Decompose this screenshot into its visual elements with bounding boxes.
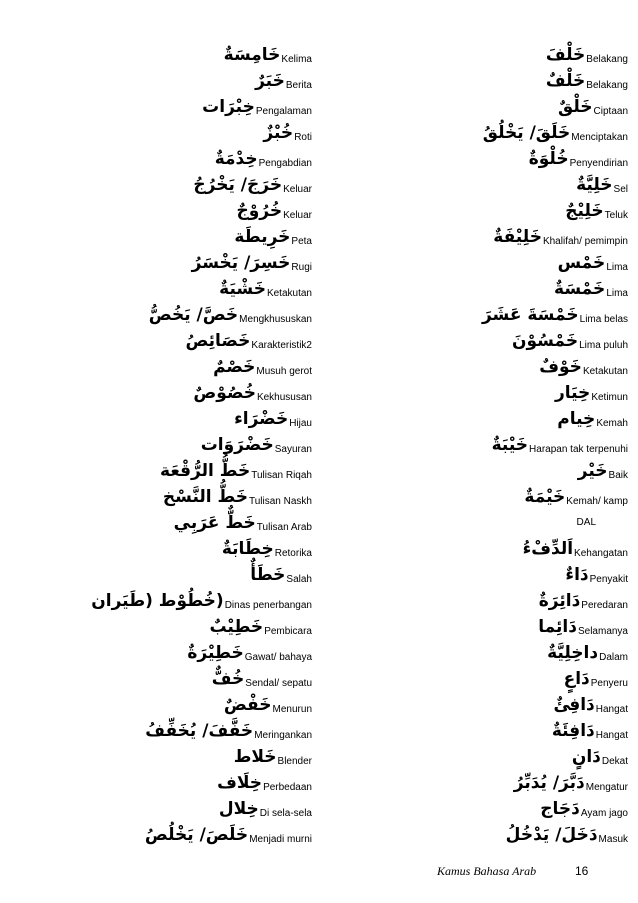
arabic-term: خَشْيَةٌ (219, 279, 266, 299)
malay-translation: Pembicara (264, 626, 312, 637)
malay-translation: Salah (286, 574, 312, 585)
malay-translation: Ketakutan (582, 366, 628, 377)
malay-translation: Menciptakan (571, 132, 628, 143)
malay-translation: Lima belas (579, 314, 628, 325)
arabic-term: خَمْسُوْنَ (511, 331, 579, 351)
dictionary-entry (2, 822, 312, 848)
dictionary-entry (2, 224, 312, 250)
malay-translation: Dinas penerbangan (224, 600, 312, 611)
dictionary-entry (2, 588, 312, 614)
arabic-term: خَفَّفَ/ يُخَفِّفُ (145, 721, 254, 741)
malay-translation: Rugi (291, 262, 312, 273)
dictionary-entry (318, 68, 628, 94)
arabic-term: خَطٌّ عَرَبِي (173, 513, 256, 533)
dictionary-entry (318, 406, 628, 432)
dictionary-entry (318, 328, 628, 354)
arabic-term: خَمْسَةَ عَشَرَ (481, 305, 579, 325)
arabic-term: خَلْفٌ (545, 71, 586, 91)
arabic-term: خِطَابَةٌ (221, 539, 274, 559)
arabic-term: خَيْمَةٌ (524, 487, 566, 507)
malay-translation: Tulisan Arab (256, 522, 312, 533)
arabic-term: خَلِيْفَةٌ (493, 227, 542, 247)
malay-translation: Musuh gerot (256, 366, 312, 377)
malay-translation: Peredaran (581, 600, 628, 611)
malay-translation: Perbedaan (263, 782, 312, 793)
dictionary-entry (2, 328, 312, 354)
dictionary-entry (2, 484, 312, 510)
malay-translation: Karakteristik2 (251, 340, 312, 351)
dictionary-entry (318, 588, 628, 614)
malay-translation: Lima (606, 288, 628, 299)
arabic-term: خَلِيَّةٌ (576, 175, 613, 195)
right-column-kha-entries (318, 42, 628, 510)
dictionary-entry (2, 432, 312, 458)
right-column (318, 42, 628, 848)
dictionary-entry (2, 744, 312, 770)
malay-translation: Ayam jago (580, 808, 628, 819)
arabic-term: خَطُّ الرُّقْعَة (160, 461, 251, 481)
dictionary-entry (318, 94, 628, 120)
dictionary-entry (318, 484, 628, 510)
arabic-term: دَانٍ (571, 747, 601, 767)
malay-translation: Keluar (283, 210, 312, 221)
dictionary-entry (2, 510, 312, 536)
malay-translation: Roti (294, 132, 312, 143)
malay-translation: Ketakutan (266, 288, 312, 299)
arabic-term: خَسِرَ/ يَخْسَرُ (191, 253, 291, 273)
arabic-term: دَخَلَ/ يَدْخُلُ (505, 825, 598, 845)
dictionary-entry (2, 458, 312, 484)
dictionary-entry (318, 458, 628, 484)
malay-translation: Masuk (598, 834, 628, 845)
dictionary-entry (318, 432, 628, 458)
dictionary-entry (2, 94, 312, 120)
malay-translation: Hangat (595, 730, 628, 741)
malay-translation: Menjadi murni (249, 834, 312, 845)
malay-translation: Lima (606, 262, 628, 273)
malay-translation: Kekhususan (256, 392, 312, 403)
malay-translation: Kemah/ kamp (566, 496, 628, 507)
page-footer (0, 864, 638, 882)
dictionary-entry (318, 536, 628, 562)
dictionary-entry (318, 198, 628, 224)
arabic-term: خَلْقٌ (558, 97, 593, 117)
dictionary-entry (318, 302, 628, 328)
dictionary-entry (318, 120, 628, 146)
malay-translation: Ciptaan (593, 106, 628, 117)
dictionary-entry (318, 562, 628, 588)
malay-translation: Sel (613, 184, 628, 195)
dictionary-entry (2, 380, 312, 406)
malay-translation: Hangat (595, 704, 628, 715)
arabic-term: دَافِئٌ (553, 695, 595, 715)
dictionary-entry (2, 198, 312, 224)
malay-translation: Berita (285, 80, 312, 91)
malay-translation: Tulisan Naskh (249, 496, 312, 507)
malay-translation: Sendal/ sepatu (245, 678, 312, 689)
malay-translation: Hijau (289, 418, 312, 429)
dictionary-entry (318, 770, 628, 796)
malay-translation: Keluar (283, 184, 312, 195)
malay-translation: Tulisan Riqah (251, 470, 312, 481)
malay-translation: Kehangatan (574, 548, 628, 559)
dictionary-entry (318, 796, 628, 822)
dictionary-entry (318, 744, 628, 770)
dictionary-entry (318, 250, 628, 276)
arabic-term: دَاعٍ (563, 669, 590, 689)
malay-translation: Pengalaman (255, 106, 312, 117)
dictionary-entry (2, 120, 312, 146)
dictionary-entry (318, 614, 628, 640)
arabic-term: دَائِما (538, 617, 577, 637)
arabic-term: خَصَّ/ يَخُصُّ (148, 305, 239, 325)
arabic-term: داخِلِيَّةٌ (547, 643, 599, 663)
dictionary-entry (318, 276, 628, 302)
arabic-term: خَطِيْرَةٌ (187, 643, 244, 663)
arabic-term: خِيَار (554, 383, 591, 403)
dictionary-entry (2, 354, 312, 380)
malay-translation: Mengatur (585, 782, 628, 793)
arabic-term: خِدْمَةٌ (214, 149, 258, 169)
arabic-term: خُصُوْصٌ (193, 383, 256, 403)
arabic-term: خَيْبَةٌ (491, 435, 529, 455)
malay-translation: Selamanya (577, 626, 628, 637)
arabic-term: خُفٌّ (211, 669, 245, 689)
malay-translation: Harapan tak terpenuhi (529, 444, 628, 455)
arabic-term: خَامِسَةٌ (223, 45, 281, 65)
arabic-term: خُرُوْجٌ (236, 201, 283, 221)
malay-translation: Belakang (586, 54, 628, 65)
dictionary-entry (318, 172, 628, 198)
malay-translation: Di sela-sela (259, 808, 312, 819)
arabic-term: اَلدِّفْءُ (522, 539, 574, 559)
dictionary-entry (2, 614, 312, 640)
arabic-term: خَصْمٌ (213, 357, 256, 377)
dictionary-entry (2, 68, 312, 94)
malay-translation: Ketimun (591, 392, 628, 403)
arabic-term: خَبَرٌ (255, 71, 285, 91)
arabic-term: (خُطُوْط (طَيَران (91, 591, 224, 611)
dictionary-entry (2, 172, 312, 198)
dictionary-entry (2, 640, 312, 666)
arabic-term: خِبْرَات (202, 97, 255, 117)
arabic-term: خَرَجَ/ يَخْرُجُ (193, 175, 283, 195)
arabic-term: خَمْس (557, 253, 606, 273)
arabic-term: خَلِيْجٌ (565, 201, 604, 221)
dictionary-entry (2, 42, 312, 68)
arabic-term: خُبْزٌ (263, 123, 294, 143)
arabic-term: خَلَصَ/ يَخْلُصُ (144, 825, 249, 845)
dictionary-entry (2, 796, 312, 822)
dictionary-entry (2, 146, 312, 172)
dictionary-entry (2, 406, 312, 432)
arabic-term: خِلال (218, 799, 259, 819)
arabic-term: خَفْضٌ (223, 695, 272, 715)
dictionary-entry (318, 42, 628, 68)
malay-translation: Belakang (586, 80, 628, 91)
arabic-term: دَجَاج (540, 799, 580, 819)
arabic-term: خَمْسَةٌ (554, 279, 606, 299)
arabic-term: خِلَاف (217, 773, 263, 793)
dictionary-entry (2, 770, 312, 796)
malay-translation: Retorika (274, 548, 312, 559)
dictionary-entry (318, 354, 628, 380)
malay-translation: Pengabdian (258, 158, 312, 169)
arabic-term: خَضْرَاء (234, 409, 289, 429)
dictionary-entry (318, 640, 628, 666)
malay-translation: Peta (291, 236, 312, 247)
section-heading-dal: DAL (576, 517, 596, 528)
malay-translation: Penyendirian (569, 158, 628, 169)
dictionary-entry (318, 666, 628, 692)
dictionary-entry (318, 146, 628, 172)
arabic-term: خَوْفٌ (539, 357, 582, 377)
malay-translation: Khalifah/ pemimpin (542, 236, 628, 247)
arabic-term: خَلاط (233, 747, 277, 767)
malay-translation: Dekat (601, 756, 628, 767)
malay-translation: Sayuran (274, 444, 312, 455)
arabic-term: خَيْر (577, 461, 608, 481)
arabic-term: دَافِئَةٌ (551, 721, 595, 741)
dictionary-entry (318, 380, 628, 406)
dictionary-entry (2, 250, 312, 276)
dictionary-entry (2, 666, 312, 692)
malay-translation: Lima puluh (579, 340, 628, 351)
dictionary-entry (2, 536, 312, 562)
arabic-term: خَطِيْبٌ (209, 617, 264, 637)
arabic-term: خَلَقَ/ يَخْلُقُ (482, 123, 571, 143)
arabic-term: خَصَائِصُ (185, 331, 251, 351)
malay-translation: Gawat/ bahaya (244, 652, 312, 663)
malay-translation: Baik (608, 470, 628, 481)
dictionary-entry (2, 562, 312, 588)
footer-book-title: Kamus Bahasa Arab (437, 864, 537, 878)
arabic-term: دَائِرَةٌ (538, 591, 581, 611)
dictionary-entry (318, 718, 628, 744)
arabic-term: دَبَّرَ/ يُدَبِّرُ (513, 773, 585, 793)
malay-translation: Kelima (281, 54, 312, 65)
malay-translation: Dalam (599, 652, 628, 663)
left-column (2, 42, 312, 848)
arabic-term: خَطَأٌ (250, 565, 286, 585)
dictionary-entry (2, 276, 312, 302)
dictionary-entry (2, 692, 312, 718)
arabic-term: خُلْوَةٌ (528, 149, 569, 169)
footer-page-number: 16 (575, 864, 589, 878)
arabic-term: دَاءٌ (565, 565, 589, 585)
malay-translation: Mengkhususkan (239, 314, 312, 325)
arabic-term: خَضْرَوَات (200, 435, 274, 455)
malay-translation: Penyakit (589, 574, 628, 585)
arabic-term: خَطُّ النَّسْخ (162, 487, 248, 507)
malay-translation: Penyeru (590, 678, 628, 689)
dictionary-entry (318, 822, 628, 848)
malay-translation: Meringankan (254, 730, 312, 741)
dictionary-entry (318, 692, 628, 718)
dictionary-entry (2, 718, 312, 744)
arabic-term: خَرِيطَة (234, 227, 291, 247)
arabic-term: خِيام (557, 409, 596, 429)
malay-translation: Menurun (272, 704, 312, 715)
malay-translation: Teluk (604, 210, 628, 221)
malay-translation: Kemah (596, 418, 628, 429)
dictionary-entry (2, 302, 312, 328)
right-column-dal-entries (318, 536, 628, 848)
arabic-term: خَلْفَ (545, 45, 586, 65)
malay-translation: Blender (277, 756, 312, 767)
dictionary-entry (318, 224, 628, 250)
